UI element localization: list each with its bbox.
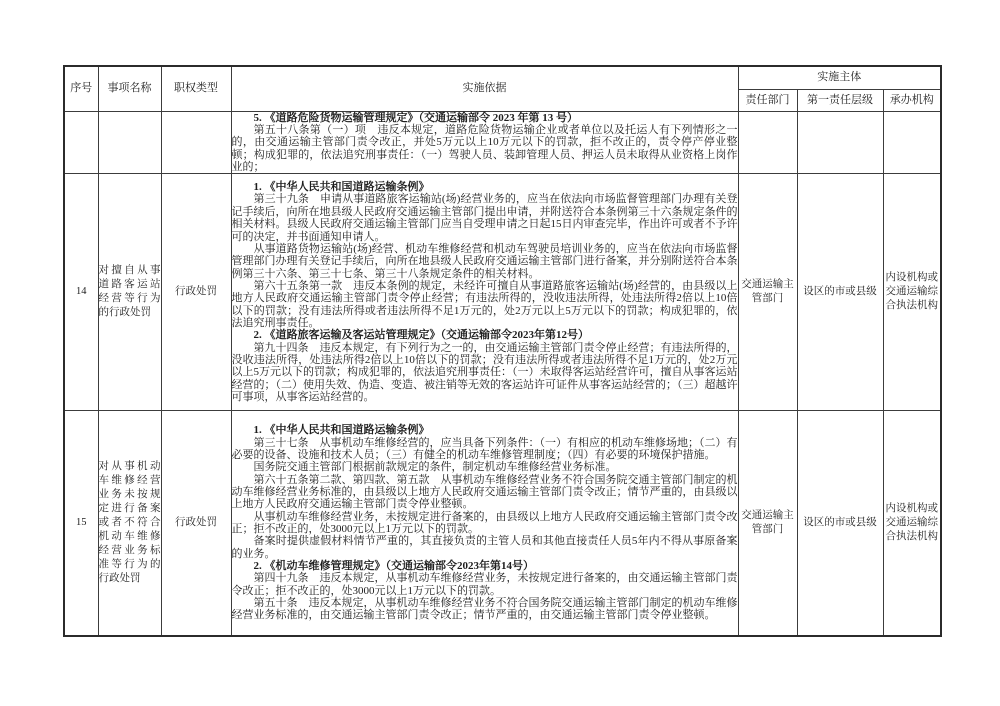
header-first-level: 第一责任层级 [797,89,883,111]
cell-responsible-dept [738,111,797,174]
cell-responsible-dept: 交通运输主管部门 [738,411,797,636]
law-paragraph: 国务院交通主管部门根据前款规定的条件，制定机动车维修经营业务标准。 [253,461,617,474]
cell-handling-org: 内设机构或交通运输综合执法机构 [883,411,941,636]
law-paragraph: 第三十九条 申请从事道路旅客运输站(场)经营业务的，应当在依法向市场监督管理部门办理有关登记手续后，向所在地县级人民政府交通运输主管部门提出申请，并附送符合本条例第三十六条规定条件的相关材料。县级人民政府交通运输主管部门应当自受理申请之日起15日内审查完毕，作出许可或者不予许可的决定，并书面通知申请人。 [231,193,738,243]
cell-power-type: 行政处罚 [161,174,231,411]
law-paragraph: 从事机动车维修经营业务，未按规定进行备案的，由县级以上地方人民政府交通运输主管部门责令改正；拒不改正的，处3000元以上1万元以下的罚款。 [231,510,738,535]
cell-basis [231,411,738,636]
header-handling-org: 承办机构 [883,89,941,111]
cell-power-type: 行政处罚 [161,411,231,636]
law-paragraph: 第五十条 违反本规定，从事机动车维修经营业务不符合国务院交通运输主管部门制定的机动车维修经营业务标准的，由交通运输主管部门责令改正；情节严重的，由交通运输主管部门责令停业整顿。 [231,597,738,622]
law-heading: 1. 《中华人民共和国道路运输条例》 [253,424,430,437]
law-paragraph: 第六十五条第二款、第四款、第五款 从事机动车维修经营业务不符合国务院交通主管部门制定的机动车维修经营业务标准的，由县级以上地方人民政府交通运输主管部门责令改正；情节严重的，由县级以上地方人民政府交通运输主管部门责令停业整顿。 [231,473,738,511]
law-paragraph: 备案时提供虚假材料情节严重的，其直接负责的主管人员和其他直接责任人员5年内不得从事原备案的业务。 [231,535,738,560]
table-row-carryover [64,111,941,174]
header-responsible-dept: 责任部门 [738,89,797,111]
cell-basis [231,111,738,174]
table-row-14 [64,174,941,411]
law-paragraph: 从事道路货物运输站(场)经营、机动车维修经营和机动车驾驶员培训业务的，应当在依法向市场监督管理部门办理有关登记手续后，向所在地县级人民政府交通运输主管部门进行备案，并分别附送符合本条例第三十六条、第三十七条、第三十八条规定条件的相关材料。 [231,242,738,280]
cell-first-level: 设区的市或县级 [797,411,883,636]
header-subject: 实施主体 [738,66,941,89]
cell-handling-org: 内设机构或交通运输综合执法机构 [883,174,941,411]
cell-basis [231,174,738,411]
law-paragraph: 第四十九条 违反本规定，从事机动车维修经营业务，未按规定进行备案的，由交通运输主管部门责令改正；拒不改正的，处3000元以上1万元以下的罚款。 [231,572,738,597]
law-heading: 1. 《中华人民共和国道路运输条例》 [253,181,430,194]
cell-seq: 15 [64,411,98,636]
cell-item-name: 对从事机动车维修经营业务未按规定进行备案或者不符合机动车维修经营业务标准等行为的行政处罚 [98,411,161,636]
header-item-name: 事项名称 [98,66,161,111]
cell-power-type [161,111,231,174]
header-seq: 序号 [64,66,98,111]
cell-seq: 14 [64,174,98,411]
cell-responsible-dept: 交通运输主管部门 [738,174,797,411]
cell-item-name: 对擅自从事道路客运站经营等行为的行政处罚 [98,174,161,411]
law-paragraph: 第六十五条第一款 违反本条例的规定，未经许可擅自从事道路旅客运输站(场)经营的，由县级以上地方人民政府交通运输主管部门责令停止经营；有违法所得的，没收违法所得，处违法所得2倍以上10倍以下的罚款；没有违法所得或者违法所得不足1万元的，处2万元以上5万元以下的罚款；构成犯罪的，依法追究刑事责任。 [231,279,738,329]
header-power-type: 职权类型 [161,66,231,111]
table-row-15 [64,411,941,636]
cell-first-level: 设区的市或县级 [797,174,883,411]
law-heading: 5. 《道路危险货物运输管理规定》（交通运输部令 2023 年第 13 号） [253,111,578,124]
header-row-1 [64,66,941,89]
power-list-table [63,65,942,637]
cell-seq [64,111,98,174]
law-heading: 2. 《道路旅客运输及客运站管理规定》（交通运输部令2023年第12号） [253,329,589,342]
cell-item-name [98,111,161,174]
cell-handling-org [883,111,941,174]
header-basis: 实施依据 [231,66,738,111]
cell-first-level [797,111,883,174]
law-heading: 2. 《机动车维修管理规定》（交通运输部令2023年第14号） [253,560,534,572]
law-paragraph: 第九十四条 违反本规定，有下列行为之一的，由交通运输主管部门责令停止经营；有违法所得的，没收违法所得，处违法所得2倍以上10倍以下的罚款；没有违法所得或者违法所得不足1万元的，处2万元以上5万元以下的罚款；构成犯罪的，依法追究刑事责任：（一）未取得客运站经营许可，擅自从事客运站经营的；（二）使用失效、伪造、变造、被注销等无效的客运站许可证件从事客运站经营的；（三）超越许可事项，从事客运站经营的。 [231,341,738,403]
law-paragraph: 第三十七条 从事机动车维修经营的，应当具备下列条件：（一）有相应的机动车维修场地；（二）有必要的设备、设施和技术人员；（三）有健全的机动车维修管理制度；（四）有必要的环境保护措施。 [231,436,738,461]
law-paragraph: 第五十八条第（一）项 违反本规定，道路危险货物运输企业或者单位以及托运人有下列情形之一的，由交通运输主管部门责令改正，并处5万元以上10万元以下的罚款，拒不改正的，责令停产停业整顿；构成犯罪的，依法追究刑事责任：（一）驾驶人员、装卸管理人员、押运人员未取得从业资格上岗作业的； [231,123,738,173]
